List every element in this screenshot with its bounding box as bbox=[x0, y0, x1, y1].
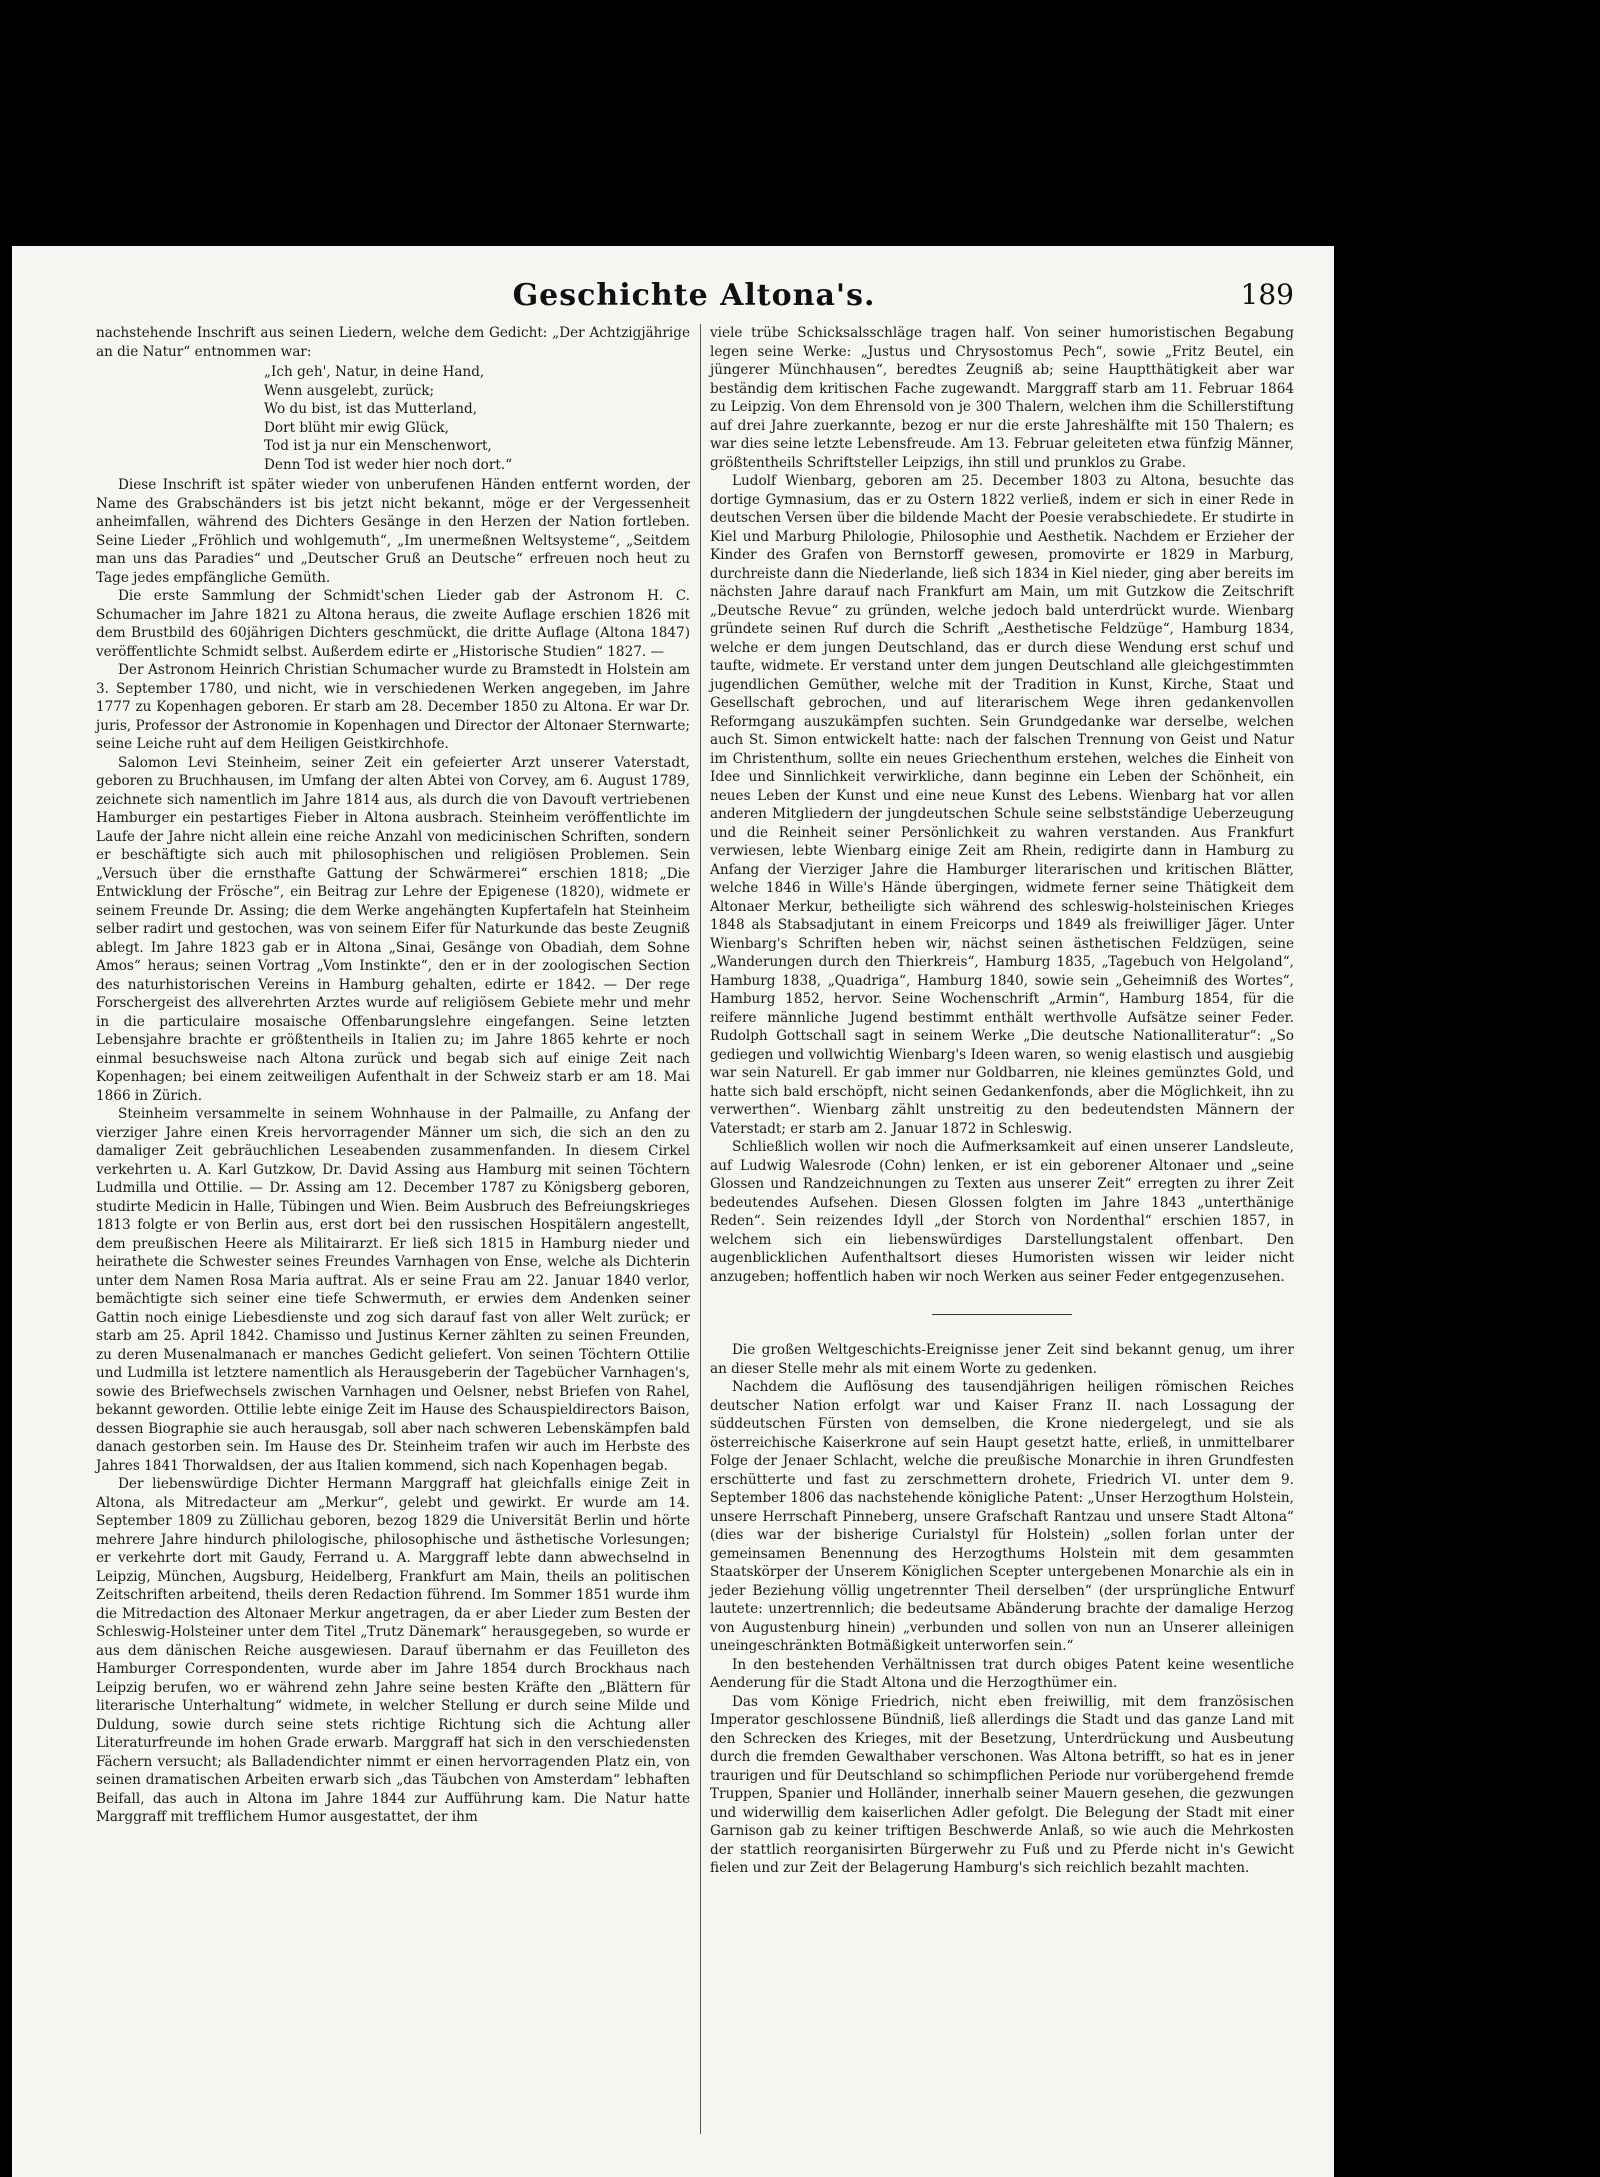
section-divider bbox=[932, 1314, 1072, 1315]
paragraph: Ludolf Wienbarg, geboren am 25. December 1803 zu Altona, besuchte das dortige Gymnasium, das er zu Ostern 1822 verließ, indem er sich in einer Rede in deutschen Versen über die bildende Macht der Poesie verabschiedete. Er studirte in Kiel und Marburg Philologie, Philosophie und Aesthetik. Nachdem er Erzieher der Kinder des Grafen von Bernstorff gewesen, promovirte er 1829 in Marburg, durchreiste dann die Niederlande, ließ sich 1834 in Kiel nieder, ging aber bereits im nächsten Jahre darauf nach Frankfurt am Main, um mit Gutzkow die Zeitschrift „Deutsche Revue“ zu gründen, welche jedoch bald unterdrückt wurde. Wienbarg gründete seinen Ruf durch die Schrift „Aesthetische Feldzüge“, Hamburg 1834, welche er dem jungen Deutschland, das er durch diese Wendung erst schuf und taufte, widmete. Er verstand unter dem jungen Deutschland alle gleichgestimmten jugendlichen Gemüther, welche mit der Tradition in Kunst, Kirche, Staat und Gesellschaft gebrochen, und auf literarischem Wege ihren gedankenvollen Reformgang auszukämpfen suchten. Sein Grundgedanke war derselbe, welchen auch St. Simon entwickelt hatte: nach der falschen Trennung von Geist und Natur im Christenthum, sollte ein neues Griechenthum erstehen, welches die Einheit von Idee und Sinnlichkeit verwirkliche, dann beginne ein Leben der Schönheit, ein neues Leben der Kunst und eine neue Kunst des Lebens. Wienbarg hat vor allen anderen Mitgliedern der jungdeutschen Schule seine selbstständige Ueberzeugung und die Reinheit seiner Persönlichkeit zu wahren verstanden. Aus Frankfurt verwiesen, lebte Wienbarg einige Zeit am Rhein, redigirte dann in Hamburg zu Anfang der Vierziger Jahre die Hamburger literarischen und kritischen Blätter, welche 1846 in Wille's Hände übergingen, widmete ferner seine Thätigkeit dem Altonaer Merkur, betheiligte sich während des schleswig-holsteinischen Krieges 1848 als Stabsadjutant in einem Freicorps und 1849 als freiwilliger Jäger. Unter Wienbarg's Schriften heben wir, nächst seinen ästhetischen Feldzügen, seine „Wanderungen durch den Thierkreis“, Hamburg 1835, „Tagebuch von Helgoland“, Hamburg 1838, „Quadriga“, Hamburg 1840, sowie sein „Geheimniß des Wortes“, Hamburg 1852, hervor. Seine Wochenschrift „Armin“, Hamburg 1854, für die reifere männliche Jugend bestimmt enthält werthvolle Aufsätze seiner Feder. Rudolph Gottschall sagt in seinem Werke „Die deutsche Nationalliteratur“: „So gediegen und vollwichtig Wienbarg's Ideen waren, so wenig elastisch und ausgiebig war sein Naturell. Er gab immer nur Goldbarren, nie kleines gemünztes Gold, und hatte sich bald erschöpft, nicht seinen Gedankenfonds, aber die Möglichkeit, ihn zu verwerthen“. Wienbarg zählt unstreitig zu den bedeutendsten Männern der Vaterstadt; er starb am 2. Januar 1872 in Schleswig. bbox=[710, 473, 1294, 1137]
running-head bbox=[94, 278, 1294, 316]
paragraph: Das vom Könige Friedrich, nicht eben freiwillig, mit dem französischen Imperator geschlossene Bündniß, ließ allerdings die Stadt und das ganze Land mit den Schrecken des Krieges, mit der Besetzung, Unterdrückung und Ausbeutung durch die fremden Gewalthaber verschonen. Was Altona betrifft, so hat es in jener traurigen und für Deutschland so schimpflichen Periode nur vorübergehend fremde Truppen, Spanier und Holländer, innerhalb seiner Mauern gesehen, die gezwungen und widerwillig dem kaiserlichen Adler gefolgt. Die Belegung der Stadt mit einer Garnison gab zu keiner triftigen Beschwerde Anlaß, so wie auch die Mehrkosten der stattlich reorganisirten Bürgerwehr zu Fuß und zu Pferde nicht in's Gewicht fielen und zur Zeit der Belagerung Hamburg's sich reichlich bezahlt machten. bbox=[710, 1693, 1294, 1876]
paragraph: Nachdem die Auflösung des tausendjährigen heiligen römischen Reiches deutscher Nation erfolgt war und Kaiser Franz II. nach Lossagung der süddeutschen Fürsten von demselben, die Krone niedergelegt, und sie als österreichische Kaiserkrone auf sein Haupt gesetzt hatte, erließ, in unmittelbarer Folge der Jenaer Schlacht, welche die preußische Monarchie in ihren Grundfesten erschütterte und fast zu zerschmettern drohete, Friedrich VI. unter dem 9. September 1806 das nachstehende königliche Patent: „Unser Herzogthum Holstein, unsere Herrschaft Pinneberg, unsere Grafschaft Rantzau und unsere Stadt Altona“ (dies war der bisherige Curialstyl für Holstein) „sollen forlan unter der gemeinsamen Benennung des Herzogthums Holstein mit dem gesammten Staatskörper der Unserem Königlichen Scepter untergebenen Monarchie als ein in jeder Beziehung völlig ungetrennter Theil derselben“ (der ursprüngliche Entwurf lautete: unzertrennlich; die bedeutsame Abänderung brachte der damalige Herzog von Augustenburg hinein) „verbunden und sollen von nun an Unserer alleinigen uneingeschränkten Botmäßigkeit unterworfen sein.“ bbox=[710, 1379, 1294, 1654]
column-divider bbox=[700, 324, 701, 2134]
paragraph: Salomon Levi Steinheim, seiner Zeit ein gefeierter Arzt unserer Vaterstadt, geboren zu Bruchhausen, im Umfang der alten Abtei von Corvey, am 6. August 1789, zeichnete sich namentlich im Jahre 1814 aus, als durch die von Davouft vertriebenen Hamburger ein pestartiges Fieber in Altona ausbrach. Steinheim veröffentlichte im Laufe der Jahre nicht allein eine reiche Anzahl von medicinischen Schriften, sondern er beschäftigte sich auch mit philosophischen und religiösen Problemen. Sein „Versuch über die ernsthafte Gattung der Schwärmerei“ erschien 1818; „Die Entwicklung der Frösche“, ein Beitrag zur Lehre der Epigenese (1820), widmete er seinem Freunde Dr. Assing; die dem Werke angehängten Kupfertafeln hat Steinheim selber radirt und gestochen, was von seinem Eifer für Naturkunde das beste Zeugniß ablegt. Im Jahre 1823 gab er in Altona „Sinai, Gesänge von Obadiah, dem Sohne Amos“ heraus; seinen Vortrag „Vom Instinkte“, den er in der zoologischen Section des naturhistorischen Vereins in Hamburg gehalten, edirte er 1842. — Der rege Forschergeist des allverehrten Arztes wurde auf religiösem Gebiete mehr und mehr in die particulaire mosaische Offenbarungslehre eingefangen. Seine letzten Lebensjahre brachte er größtentheils in Italien zu; im Jahre 1865 kehrte er noch einmal besuchsweise nach Altona zurück und begab sich auf einige Zeit nach Kopenhagen; bei einem zeitweiligen Aufenthalt in der Schweiz starb er am 18. Mai 1866 in Zürich. bbox=[96, 754, 690, 1104]
poem-line: Tod ist ja nur ein Menschenwort, bbox=[264, 438, 492, 454]
poem bbox=[264, 363, 690, 474]
poem-line: „Ich geh', Natur, in deine Hand, bbox=[264, 364, 485, 380]
poem-line: Wenn ausgelebt, zurück; bbox=[264, 382, 435, 399]
page-number: 189 bbox=[1240, 278, 1294, 311]
poem-intro: nachstehende Inschrift aus seinen Liedern, welche dem Gedicht: „Der Achtzigjährige an die Natur“ entnommen war: bbox=[96, 325, 690, 360]
paragraph: Die großen Weltgeschichts-Ereignisse jener Zeit sind bekannt genug, um ihrer an dieser Stelle mehr als mit einem Worte zu gedenken. bbox=[710, 1342, 1294, 1377]
paragraph: Die erste Sammlung der Schmidt'schen Lieder gab der Astronom H. C. Schumacher im Jahre 1821 zu Altona heraus, die zweite Auflage erschien 1826 mit dem Brustbild des 60jährigen Dichters geschmückt, die dritte Auflage (Altona 1847) veröffentlichte Schmidt selbst. Außerdem edirte er „Historische Studien“ 1827. — bbox=[96, 588, 690, 660]
running-title: Geschichte Altona's. bbox=[512, 278, 876, 313]
book-page bbox=[12, 246, 1334, 2177]
poem-line: Denn Tod ist weder hier noch dort.“ bbox=[264, 456, 513, 473]
paragraph: Der Astronom Heinrich Christian Schumacher wurde zu Bramstedt in Holstein am 3. September 1780, und nicht, wie in verschiedenen Werken angegeben, im Jahre 1777 zu Kopenhagen geboren. Er starb am 28. December 1850 zu Altona. Er war Dr. juris, Professor der Astronomie in Kopenhagen und Director der Altonaer Sternwarte; seine Leiche ruht auf dem Heiligen Geistkirchhofe. bbox=[96, 662, 690, 752]
paragraph: Diese Inschrift ist später wieder von unberufenen Händen entfernt worden, der Name des Grabschänders ist bis jetzt nicht bekannt, möge er der Vergessenheit anheimfallen, während des Dichters Gesänge in den Herzen der Nation fortleben. Seine Lieder „Fröhlich und wohlgemuth“, „Im unermeßnen Weltsysteme“, „Seitdem man uns das Paradies“ und „Deutscher Gruß an Deutsche“ erfreuen noch heut zu Tage jedes empfängliche Gemüth. bbox=[96, 477, 690, 586]
paragraph: Der liebenswürdige Dichter Hermann Marggraff hat gleichfalls einige Zeit in Altona, als Mitredacteur am „Merkur“, gelebt und gewirkt. Er wurde am 14. September 1809 zu Züllichau geboren, bezog 1829 die Universität Berlin und hörte mehrere Jahre hindurch philologische, philosophische und ästhetische Vorlesungen; er verkehrte dort mit Gaudy, Ferrand u. A. Marggraff lebte dann abwechselnd in Leipzig, München, Augsburg, Heidelberg, Frankfurt am Main, theils an politischen Zeitschriften arbeitend, theils deren Redaction führend. Im Sommer 1851 wurde ihm die Mitredaction des Altonaer Merkur angetragen, da er aber Lieder zum Besten der Schleswig-Holsteiner unter dem Titel „Trutz Dänemark“ herausgegeben, so wurde er aus dem dänischen Reiche ausgewiesen. Darauf übernahm er das Feuilleton des Hamburger Correspondenten, wurde aber im Jahre 1854 durch Brockhaus nach Leipzig berufen, wo er während zehn Jahre seine besten Kräfte den „Blättern für literarische Unterhaltung“ widmete, in welcher Stellung er durch seine Milde und Duldung, sowie durch seine stets richtige Richtung sich die Achtung aller Literaturfreunde im hohen Grade erwarb. Marggraff hat sich in den verschiedensten Fächern versucht; als Balladendichter nimmt er einen hervorragenden Platz ein, von seinen dramatischen Arbeiten erwarb sich „das Täubchen von Amsterdam“ lebhaften Beifall, das auch in Altona im Jahre 1844 zur Aufführung kam. Die Natur hatte Marggraff mit trefflichem Humor ausgestattet, der ihm bbox=[96, 1476, 690, 1825]
paragraph: Schließlich wollen wir noch die Aufmerksamkeit auf einen unserer Landsleute, auf Ludwig Walesrode (Cohn) lenken, er ist ein geborener Altonaer und „seine Glossen und Randzeichnungen zu Texten aus unserer Zeit“ erregten zu ihrer Zeit bedeutendes Aufsehen. Diesen Glossen folgten im Jahre 1843 „unterthänige Reden“. Sein reizendes Idyll „der Storch von Nordenthal“ erschien 1857, in welchem sich ein liebenswürdiges Darstellungstalent offenbart. Den augenblicklichen Aufenthaltsort dieses Humoristen wissen wir leider nicht anzugeben; hoffentlich haben wir noch Werken aus seiner Feder entgegenzusehen. bbox=[710, 1139, 1294, 1285]
paragraph: Steinheim versammelte in seinem Wohnhause in der Palmaille, zu Anfang der vierziger Jahre einen Kreis hervorragender Männer um sich, die sich an den zu damaliger Zeit gebräuchlichen Leseabenden zusammenfanden. In diesem Cirkel verkehrten u. A. Karl Gutzkow, Dr. David Assing aus Hamburg mit seinen Töchtern Ludmilla und Ottilie. — Dr. Assing am 12. December 1787 zu Königsberg geboren, studirte Medicin in Halle, Tübingen und Wien. Beim Ausbruch des Befreiungskrieges 1813 folgte er von Berlin aus, erst dort bei den russischen Hospitälern angestellt, dem preußischen Heere als Militairarzt. Er ließ sich 1815 in Hamburg nieder und heirathete die Schwester seines Freundes Varnhagen von Ense, welche als Dichterin unter dem Namen Rosa Maria auftrat. Als er seine Frau am 22. Januar 1840 verlor, bemächtigte sich seiner eine tiefe Schwermuth, er erwies dem Andenken seiner Gattin noch einige Liebesdienste und zog sich darauf fast von aller Welt zurück; er starb am 25. April 1842. Chamisso und Justinus Kerner zählten zu seinen Freunden, zu deren Musenalmanach er manches Gedicht geliefert. Von seinen Töchtern Ottilie und Ludmilla ist letztere namentlich als Herausgeberin der Tagebücher Varnhagen's, sowie des Briefwechsels zwischen Varnhagen und Oelsner, nebst Briefen von Rahel, bekannt geworden. Ottilie lebte einige Zeit im Hause des Schauspieldirectors Baison, dessen Biographie sie auch herausgab, soll aber nach schweren Lebenskämpfen bald danach gestorben sein. Im Hause des Dr. Steinheim trafen wir auch im Herbste des Jahres 1841 Thorwaldsen, der aus Italien kommend, sich nach Kopenhagen begab. bbox=[96, 1106, 690, 1474]
paragraph: viele trübe Schicksalsschläge tragen half. Von seiner humoristischen Begabung legen seine Werke: „Justus und Chrysostomus Pech“, sowie „Fritz Beutel, ein jüngerer Münchhausen“, beredtes Zeugniß ab; seine Hauptthätigkeit aber war beständig dem kritischen Fache zugewandt. Marggraff starb am 11. Februar 1864 zu Leipzig. Von dem Ehrensold von je 300 Thalern, welchen ihm die Schillerstiftung auf drei Jahre zuerkannte, bezog er nur die erste Jahreshälfte mit 150 Thalern; es war dies seine letzte Lebensfreude. Am 13. Februar geleiteten etwa fünfzig Männer, größtentheils Schriftsteller Leipzigs, ihn still und prunklos zu Grabe. bbox=[710, 325, 1294, 471]
poem-line: Wo du bist, ist das Mutterland, bbox=[264, 401, 478, 417]
paragraph: In den bestehenden Verhältnissen trat durch obiges Patent keine wesentliche Aenderung für die Stadt Altona und die Herzogthümer ein. bbox=[710, 1656, 1294, 1691]
right-column bbox=[710, 324, 1294, 1878]
left-column bbox=[96, 324, 690, 1827]
poem-line: Dort blüht mir ewig Glück, bbox=[264, 419, 449, 436]
